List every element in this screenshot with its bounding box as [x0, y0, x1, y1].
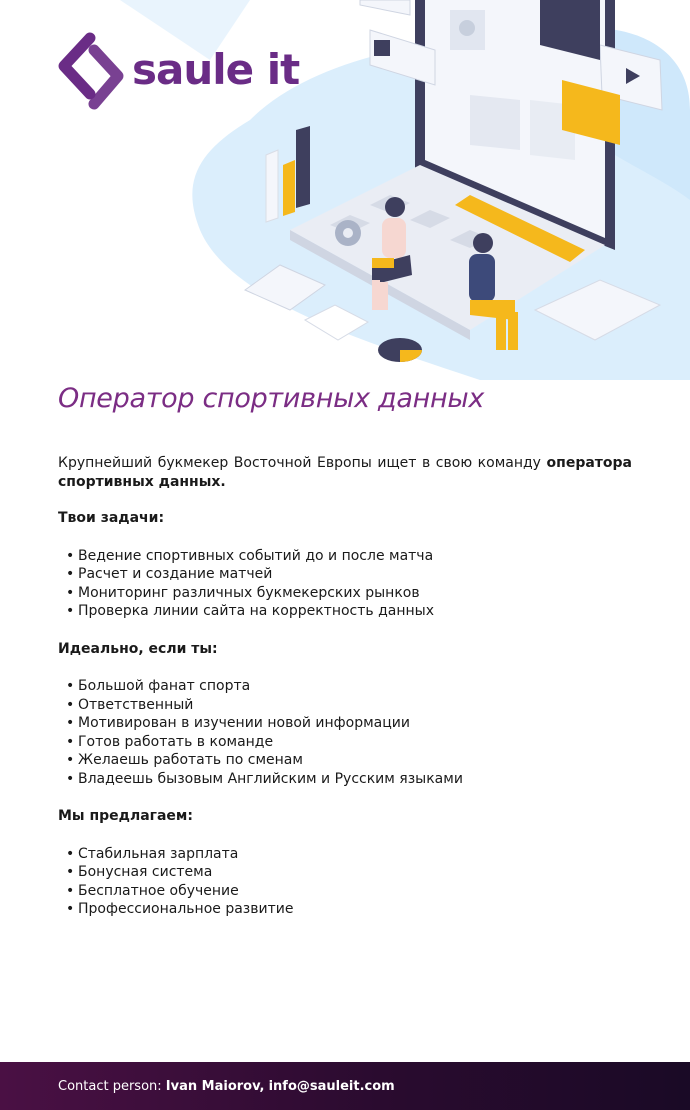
list-item: • Готов работать в команде	[66, 733, 632, 752]
list-item: • Бесплатное обучение	[66, 882, 632, 901]
intro-paragraph	[58, 454, 632, 491]
list-item: • Желаешь работать по сменам	[66, 751, 632, 770]
brand-logo[interactable]	[58, 32, 299, 112]
list-item: • Стабильная зарплата	[66, 845, 632, 864]
list-item: • Мониторинг различных букмекерских рынков	[66, 584, 632, 603]
list-item: • Мотивирован в изучении новой информации	[66, 714, 632, 733]
intro-bold-role: оператора спортивных данных.	[58, 455, 632, 490]
offer-list	[58, 845, 632, 919]
tasks-list	[58, 547, 632, 621]
contact-name: Ivan Maiorov,	[165, 1078, 265, 1094]
job-description	[58, 454, 632, 919]
user-avatar-icon	[459, 20, 475, 36]
intro-text: Крупнейший букмекер Восточной Европы ищет в свою команду	[58, 455, 547, 471]
contact-line	[58, 1079, 395, 1094]
list-item: • Проверка линии сайта на корректность данных	[66, 602, 632, 621]
list-item: • Владеешь бызовым Английским и Русским языками	[66, 770, 632, 789]
contact-footer	[0, 1062, 690, 1110]
job-title: Оператор спортивных данных	[58, 383, 485, 414]
offer-heading: Мы предлагаем:	[58, 808, 193, 824]
brand-name: saule it	[132, 44, 300, 94]
contact-email-link[interactable]: info@sauleit.com	[268, 1078, 395, 1094]
tasks-heading: Твои задачи:	[58, 510, 165, 526]
list-item: • Профессиональное развитие	[66, 900, 632, 919]
contact-label: Contact person:	[58, 1078, 162, 1094]
list-item: • Расчет и создание матчей	[66, 565, 632, 584]
ideal-list	[58, 677, 632, 788]
list-item: • Бонусная система	[66, 863, 632, 882]
list-item: • Большой фанат спорта	[66, 677, 632, 696]
list-item: • Ведение спортивных событий до и после матча	[66, 547, 632, 566]
list-item: • Ответственный	[66, 696, 632, 715]
ideal-heading: Идеально, если ты:	[58, 640, 218, 657]
hero-banner	[0, 0, 690, 380]
logo-chevron-icon	[58, 32, 126, 112]
at-sign-icon	[374, 40, 390, 56]
